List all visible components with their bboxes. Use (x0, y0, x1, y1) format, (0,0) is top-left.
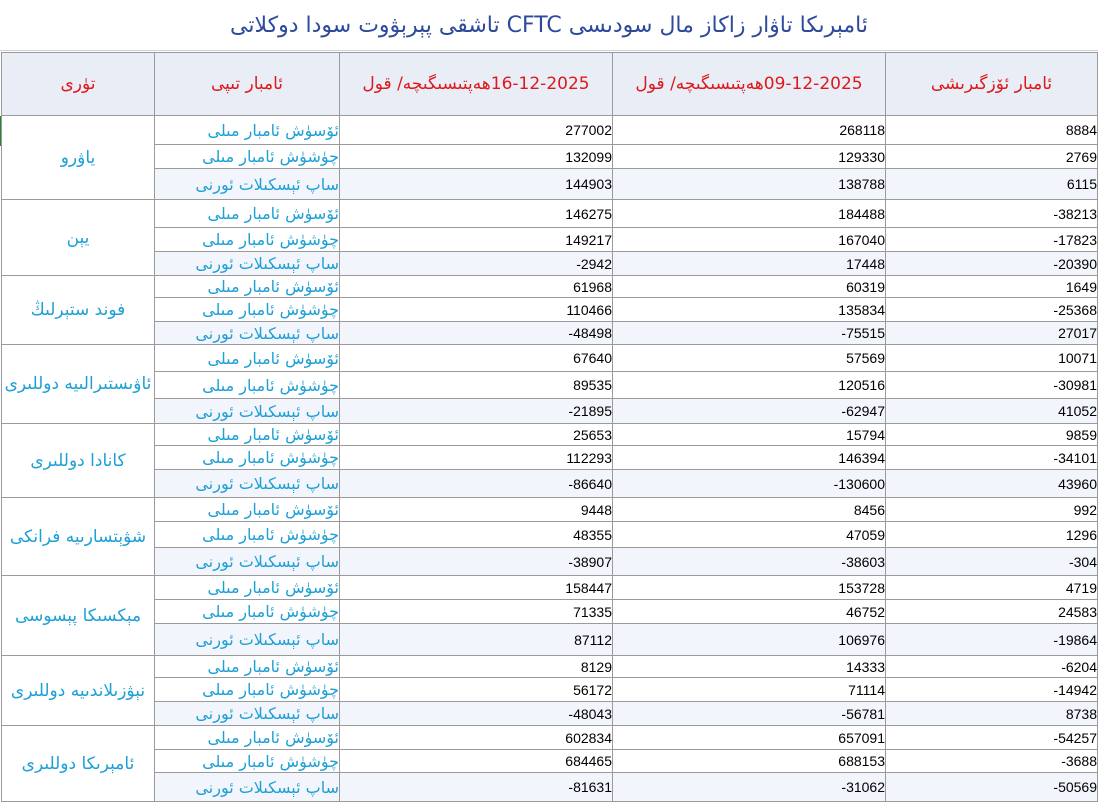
change-cell[interactable]: 1296 (886, 522, 1098, 548)
change-cell[interactable]: 10071 (886, 345, 1098, 372)
change-cell[interactable]: 6115 (886, 169, 1098, 200)
value-1209-cell[interactable]: 129330 (613, 145, 886, 169)
value-1209-cell[interactable]: -130600 (613, 470, 886, 498)
change-cell[interactable]: -6204 (886, 656, 1098, 678)
value-1209-cell[interactable]: 17448 (613, 252, 886, 276)
table-row (2, 726, 1098, 750)
change-cell[interactable]: 2769 (886, 145, 1098, 169)
value-1209-cell[interactable]: 120516 (613, 372, 886, 399)
value-1209-cell[interactable]: -62947 (613, 399, 886, 424)
region-cell[interactable]: ياۋرو (2, 116, 155, 200)
change-cell[interactable]: -3688 (886, 750, 1098, 773)
type-cell[interactable]: ئۆسۈش ئامبار مىلى (155, 345, 340, 372)
type-cell[interactable]: ساپ ئېسكىلات ئورنى (155, 624, 340, 656)
value-1216-cell[interactable]: 25653 (340, 424, 613, 446)
table-row (2, 750, 1098, 773)
change-cell[interactable]: -38213 (886, 200, 1098, 228)
value-1216-cell[interactable]: 149217 (340, 228, 613, 252)
value-1216-cell[interactable]: 56172 (340, 678, 613, 702)
value-1209-cell[interactable]: 46752 (613, 600, 886, 624)
table-row (2, 624, 1098, 656)
value-1216-cell[interactable]: 61968 (340, 276, 613, 298)
value-1209-cell[interactable]: 60319 (613, 276, 886, 298)
table-row (2, 773, 1098, 802)
region-cell[interactable]: يېن (2, 200, 155, 276)
cot-report-table (1, 52, 1098, 802)
value-1209-cell[interactable]: 167040 (613, 228, 886, 252)
type-cell[interactable]: ئۆسۈش ئامبار مىلى (155, 656, 340, 678)
value-1209-cell[interactable]: -75515 (613, 322, 886, 345)
value-1216-cell[interactable]: 8129 (340, 656, 613, 678)
type-cell[interactable]: چۈشۈش ئامبار مىلى (155, 372, 340, 399)
report-title: ئامېرىكا تاۋار زاكاز مال سودىسى CFTC تاشقى پېرېۋوت سودا دوكلاتى (0, 0, 1098, 51)
table-row (2, 345, 1098, 372)
type-cell[interactable]: ئۆسۈش ئامبار مىلى (155, 424, 340, 446)
change-cell[interactable]: -34101 (886, 446, 1098, 470)
value-1209-cell[interactable]: 268118 (613, 116, 886, 145)
value-1216-cell[interactable]: -2942 (340, 252, 613, 276)
value-1216-cell[interactable]: 146275 (340, 200, 613, 228)
region-cell[interactable]: شۋېتسارىيە فرانكى (2, 498, 155, 576)
table-row (2, 702, 1098, 726)
table-row (2, 399, 1098, 424)
type-cell[interactable]: چۈشۈش ئامبار مىلى (155, 228, 340, 252)
type-cell[interactable]: ساپ ئېسكىلات ئورنى (155, 169, 340, 200)
value-1209-cell[interactable]: 688153 (613, 750, 886, 773)
type-cell[interactable]: ساپ ئېسكىلات ئورنى (155, 702, 340, 726)
value-1209-cell[interactable]: 8456 (613, 498, 886, 522)
value-1216-cell[interactable]: 89535 (340, 372, 613, 399)
type-cell[interactable]: ئۆسۈش ئامبار مىلى (155, 200, 340, 228)
change-cell[interactable]: 43960 (886, 470, 1098, 498)
table-row (2, 372, 1098, 399)
header-region[interactable]: تۈرى (2, 53, 155, 116)
table-row (2, 522, 1098, 548)
type-cell[interactable]: ساپ ئېسكىلات ئورنى (155, 470, 340, 498)
type-cell[interactable]: ساپ ئېسكىلات ئورنى (155, 252, 340, 276)
value-1216-cell[interactable]: 110466 (340, 298, 613, 322)
value-1216-cell[interactable]: 9448 (340, 498, 613, 522)
change-cell[interactable]: 992 (886, 498, 1098, 522)
change-cell[interactable]: -14942 (886, 678, 1098, 702)
type-cell[interactable]: چۈشۈش ئامبار مىلى (155, 678, 340, 702)
value-1209-cell[interactable]: 106976 (613, 624, 886, 656)
value-1209-cell[interactable]: 57569 (613, 345, 886, 372)
change-cell[interactable]: 9859 (886, 424, 1098, 446)
type-cell[interactable]: چۈشۈش ئامبار مىلى (155, 298, 340, 322)
table-row (2, 548, 1098, 576)
value-1209-cell[interactable]: 153728 (613, 576, 886, 600)
value-1216-cell[interactable]: -86640 (340, 470, 613, 498)
value-1216-cell[interactable]: -38907 (340, 548, 613, 576)
table-body (2, 116, 1098, 802)
table-row (2, 656, 1098, 678)
value-1209-cell[interactable]: 47059 (613, 522, 886, 548)
table-row (2, 678, 1098, 702)
value-1209-cell[interactable]: 15794 (613, 424, 886, 446)
change-cell[interactable]: -304 (886, 548, 1098, 576)
value-1216-cell[interactable]: -48043 (340, 702, 613, 726)
type-cell[interactable]: چۈشۈش ئامبار مىلى (155, 600, 340, 624)
table-row (2, 252, 1098, 276)
value-1216-cell[interactable]: 132099 (340, 145, 613, 169)
change-cell[interactable]: 24583 (886, 600, 1098, 624)
region-cell[interactable]: مېكسىكا پېسوسى (2, 576, 155, 656)
change-cell[interactable]: 41052 (886, 399, 1098, 424)
header-week-1209[interactable]: 09-12-2025ھەپتىسىگىچە/ قول (613, 53, 886, 116)
type-cell[interactable]: چۈشۈش ئامبار مىلى (155, 750, 340, 773)
type-cell[interactable]: ئۆسۈش ئامبار مىلى (155, 726, 340, 750)
region-cell[interactable]: ئاۋىستىرالىيە دوللىرى (2, 345, 155, 424)
value-1216-cell[interactable]: 87112 (340, 624, 613, 656)
region-cell[interactable]: فوند ستېرلىڭ (2, 276, 155, 345)
table-row (2, 498, 1098, 522)
type-cell[interactable]: ئۆسۈش ئامبار مىلى (155, 498, 340, 522)
region-cell[interactable]: نېۋزىلاندىيە دوللىرى (2, 656, 155, 726)
change-cell[interactable]: -20390 (886, 252, 1098, 276)
table-row (2, 446, 1098, 470)
change-cell[interactable]: 8884 (886, 116, 1098, 145)
table-row (2, 145, 1098, 169)
type-cell[interactable]: چۈشۈش ئامبار مىلى (155, 145, 340, 169)
change-cell[interactable]: 1649 (886, 276, 1098, 298)
table-row (2, 600, 1098, 624)
change-cell[interactable]: -17823 (886, 228, 1098, 252)
value-1216-cell[interactable]: 684465 (340, 750, 613, 773)
value-1209-cell[interactable]: -31062 (613, 773, 886, 802)
value-1209-cell[interactable]: -38603 (613, 548, 886, 576)
type-cell[interactable]: ساپ ئېسكىلات ئورنى (155, 773, 340, 802)
value-1209-cell[interactable]: 184488 (613, 200, 886, 228)
table-row (2, 169, 1098, 200)
table-row (2, 470, 1098, 498)
type-cell[interactable]: ساپ ئېسكىلات ئورنى (155, 399, 340, 424)
value-1216-cell[interactable]: 277002 (340, 116, 613, 145)
change-cell[interactable]: -25368 (886, 298, 1098, 322)
table-row (2, 576, 1098, 600)
region-cell[interactable]: ئامېرىكا دوللىرى (2, 726, 155, 802)
table-row (2, 424, 1098, 446)
value-1216-cell[interactable]: 48355 (340, 522, 613, 548)
value-1216-cell[interactable]: 602834 (340, 726, 613, 750)
table-row (2, 200, 1098, 228)
change-cell[interactable]: -19864 (886, 624, 1098, 656)
change-cell[interactable]: -50569 (886, 773, 1098, 802)
value-1209-cell[interactable]: 135834 (613, 298, 886, 322)
value-1216-cell[interactable]: 71335 (340, 600, 613, 624)
value-1209-cell[interactable]: 71114 (613, 678, 886, 702)
value-1216-cell[interactable]: 112293 (340, 446, 613, 470)
value-1209-cell[interactable]: 657091 (613, 726, 886, 750)
table-row (2, 116, 1098, 145)
value-1216-cell[interactable]: -21895 (340, 399, 613, 424)
header-week-1216[interactable]: 16-12-2025ھەپتىسىگىچە/ قول (340, 53, 613, 116)
table-row (2, 298, 1098, 322)
change-cell[interactable]: -30981 (886, 372, 1098, 399)
type-cell[interactable]: ساپ ئېسكىلات ئورنى (155, 548, 340, 576)
value-1216-cell[interactable]: 158447 (340, 576, 613, 600)
value-1209-cell[interactable]: 14333 (613, 656, 886, 678)
change-cell[interactable]: 27017 (886, 322, 1098, 345)
header-row (2, 53, 1098, 116)
type-cell[interactable]: ساپ ئېسكىلات ئورنى (155, 322, 340, 345)
value-1209-cell[interactable]: 138788 (613, 169, 886, 200)
header-change[interactable]: ئامبار ئۆزگىرىشى (886, 53, 1098, 116)
table-row (2, 276, 1098, 298)
value-1209-cell[interactable]: 146394 (613, 446, 886, 470)
type-cell[interactable]: چۈشۈش ئامبار مىلى (155, 446, 340, 470)
value-1216-cell[interactable]: -81631 (340, 773, 613, 802)
value-1209-cell[interactable]: -56781 (613, 702, 886, 726)
type-cell[interactable]: ئۆسۈش ئامبار مىلى (155, 276, 340, 298)
change-cell[interactable]: -54257 (886, 726, 1098, 750)
region-cell[interactable]: كانادا دوللىرى (2, 424, 155, 498)
header-type[interactable]: ئامبار تىپى (155, 53, 340, 116)
value-1216-cell[interactable]: 67640 (340, 345, 613, 372)
change-cell[interactable]: 4719 (886, 576, 1098, 600)
type-cell[interactable]: ئۆسۈش ئامبار مىلى (155, 576, 340, 600)
value-1216-cell[interactable]: 144903 (340, 169, 613, 200)
table-row (2, 228, 1098, 252)
table-row (2, 322, 1098, 345)
value-1216-cell[interactable]: -48498 (340, 322, 613, 345)
type-cell[interactable]: چۈشۈش ئامبار مىلى (155, 522, 340, 548)
type-cell[interactable]: ئۆسۈش ئامبار مىلى (155, 116, 340, 145)
change-cell[interactable]: 8738 (886, 702, 1098, 726)
